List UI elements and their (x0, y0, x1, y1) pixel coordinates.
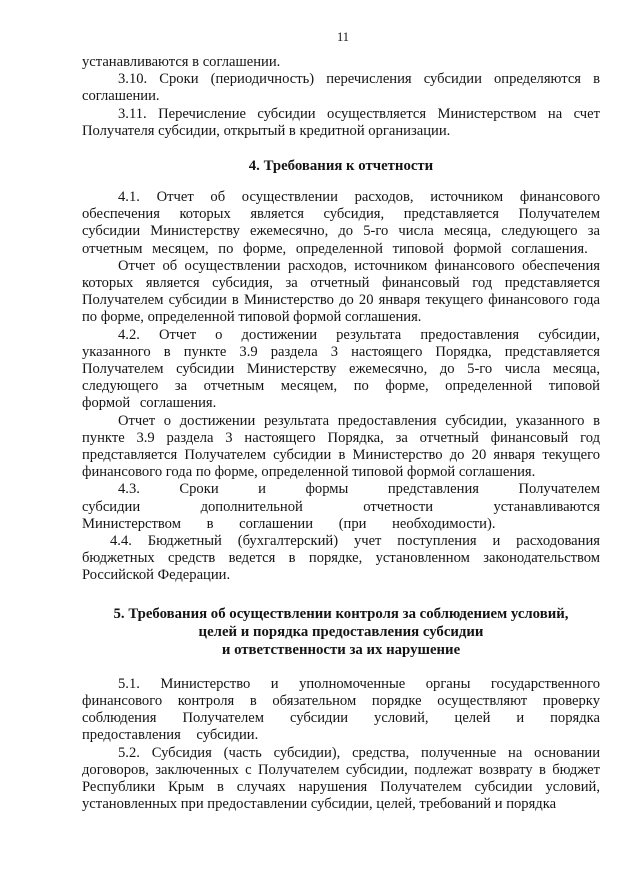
spacer (82, 140, 600, 157)
page-number: 11 (336, 30, 350, 44)
spacer (82, 659, 600, 676)
spacer (82, 175, 600, 189)
section-5-heading-line-1: 5. Требования об осуществлении контроля за соблюдением условий, (113, 605, 569, 622)
document-page (82, 30, 600, 813)
paragraph-4-4: 4.4. Бюджетный (бухгалтерский) учет поступления и расходования бюджетных средств ведется в порядке, установленном законодательством Российской Федерации. (82, 533, 600, 584)
paragraph-continuation: устанавливаются в соглашении. (82, 54, 281, 70)
paragraph-4-2-annual: Отчет о достижении результата предоставления субсидии, указанного в пункте 3.9 раздела 3 настоящего Порядка, за отчетный финансовый год представляется Получателем субсидии в Министерство до 20 января текущего финансового года по форме, определенной типовой формой соглашения. (82, 412, 600, 481)
section-4-heading: 4. Требования к отчетности (248, 158, 434, 175)
paragraph-4-1: 4.1. Отчет об осуществлении расходов, источником финансового обеспечения которых является субсидия, представляется Получателем субсидии Министерству ежемесячно, до 5-го числа месяца, следующего за отчетным месяцем, по форме, определенной типовой формой соглашения. (82, 189, 600, 257)
paragraph-3-10: 3.10. Сроки (периодичность) перечисления субсидии определяются в соглашении. (82, 71, 600, 105)
paragraph-4-2: 4.2. Отчет о достижении результата предоставления субсидии, указанного в пункте 3.9 раздела 3 настоящего Порядка, представляется Получателем субсидии Министерству ежемесячно, до 5-го числа месяца, следующего за отчетным месяцем, по форме, определенной типовой формой соглашения. (82, 326, 600, 412)
section-5-heading-line-3: и ответственности за их нарушение (221, 641, 461, 658)
paragraph-4-1-annual: Отчет об осуществлении расходов, источником финансового обеспечения которых является субсидия, за отчетный финансовый год представляется Получателем субсидии в Министерство до 20 января текущего финансового года по форме, определенной типовой формой соглашения. (82, 257, 600, 326)
section-5-heading-line-2: целей и порядка предоставления субсидии (198, 623, 484, 640)
paragraph-5-2: 5.2. Субсидия (часть субсидии), средства, полученные на основании договоров, заключенных с Получателем субсидии, подлежат возврату в бюджет Республики Крым в случаях нарушения Получателем субсидии условий, установленных при предоставлении субсидии, целей, требований и порядка (82, 744, 600, 813)
paragraph-5-1: 5.1. Министерство и уполномоченные органы государственного финансового контроля в обязательном порядке осуществляют проверку соблюдения Получателем субсидии условий, целей и порядка предоставления субсидии. (82, 675, 600, 744)
spacer (82, 585, 600, 605)
paragraph-4-3: 4.3. Сроки и формы представления Получателем субсидии дополнительной отчетности устанавливаются Министерством в соглашении (при необходимости). (82, 481, 600, 532)
paragraph-3-11: 3.11. Перечисление субсидии осуществляется Министерством на счет Получателя субсидии, открытый в кредитной организации. (82, 105, 600, 139)
